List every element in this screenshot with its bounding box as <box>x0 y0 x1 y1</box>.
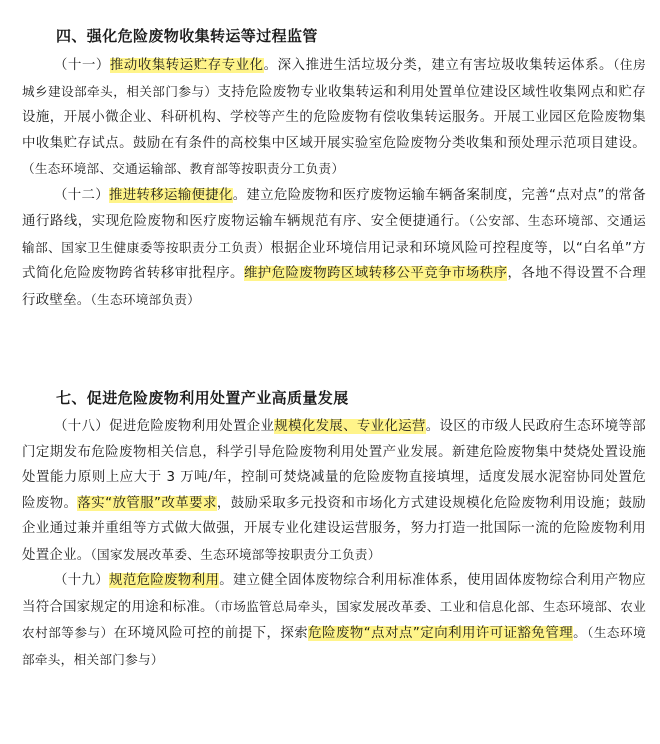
responsible-departments: （生态环境部牵头，相关部门参与） <box>22 625 647 667</box>
paragraph-text: ，各地不得设置不合理行政壁垒。 <box>22 266 647 308</box>
responsible-departments: （市场监管总局牵头，国家发展改革委、工业和信息化部、生态环境部、农业农村部等参与） <box>22 598 647 640</box>
paragraph-text: 。建立危险废物和医疗废物运输车辆备案制度，完善“点对点”的常备通行路线，实现危险废物和医疗废物运输车辆规范有序、安全便捷通行。 <box>22 187 647 229</box>
paragraph-18 <box>22 414 646 568</box>
highlighted-title: 规范危险废物利用 <box>109 573 220 588</box>
paragraph-text: 促进危险废物利用处置企业 <box>109 419 275 434</box>
responsible-departments: （生态环境部、交通运输部、教育部等按职责分工负责） <box>22 161 345 176</box>
highlighted-phrase: 危险废物“点对点”定向利用许可证豁免管理 <box>308 626 574 641</box>
paragraph-text: ，鼓励采取多元投资和市场化方式建设规模化危险废物利用设施；鼓励企业通过兼并重组等方式做大做强，开展专业化建设运营服务，努力打造一批国际一流的危险废物利用处置企业。 <box>22 495 646 563</box>
item-number: （十八） <box>54 419 110 434</box>
paragraph-text: 。深入推进生活垃圾分类，建立有害垃圾收集转运体系。 <box>263 58 614 73</box>
responsible-departments: （住房城乡建设部牵头，相关部门参与） <box>22 57 646 99</box>
section-4-heading: 四、强化危险废物收集转运等过程监管 <box>56 27 318 45</box>
paragraph-12 <box>22 183 646 314</box>
paragraph-text: 支持危险废物专业收集转运和利用处置单位建设区域性收集网点和贮存设施，开展小微企业、科研机构、学校等产生的危险废物有偿收集转运服务。开展工业园区危险废物集中收集贮存试点。鼓励在有条件的高校集中区域开展实验室危险废物分类收集和预处理示范项目建设。 <box>22 84 646 151</box>
highlighted-phrase: 规模化发展、专业化运营 <box>274 419 426 434</box>
paragraph-19 <box>22 568 646 673</box>
item-number: （十九） <box>54 573 110 588</box>
paragraph-text: 在环境风险可控的前提下，探索 <box>113 626 309 641</box>
responsible-departments: （生态环境部负责） <box>90 291 201 307</box>
section-7-heading: 七、促进危险废物利用处置产业高质量发展 <box>56 389 349 407</box>
highlighted-title: 推动收集转运贮存专业化 <box>109 58 264 73</box>
paragraph-text: 根据企业环境信用记录和环境风险可控程度等，以“白名单”方式简化危险废物跨省转移审批程序。 <box>22 240 646 281</box>
item-number: （十二） <box>54 187 109 203</box>
paragraph-text: 。建立健全固体废物综合利用标准体系，使用固体废物综合利用产物应当符合国家规定的用途和标准。 <box>22 573 646 615</box>
responsible-departments: （国家发展改革委、生态环境部等按职责分工负责） <box>90 546 381 562</box>
item-number: （十一） <box>54 58 110 73</box>
section-4 <box>22 26 646 313</box>
paragraph-11 <box>22 52 646 183</box>
section-7 <box>22 388 646 673</box>
responsible-departments: （公安部、生态环境部、交通运输部、国家卫生健康委等按职责分工负责） <box>22 213 646 255</box>
paragraph-text: 。设区的市级人民政府生态环境等部门定期发布危险废物相关信息，科学引导危险废物利用处置产业发展。新建危险废物集中焚烧处置设施处置能力原则上应大于 3 万吨/年，控制可焚烧减量的危险废物直接填埋，适度发展水泥窑协同处置危险废物。 <box>22 419 646 511</box>
highlighted-title: 推进转移运输便捷化 <box>109 187 233 203</box>
highlighted-phrase: 维护危险废物跨区域转移公平竞争市场秩序 <box>243 266 508 281</box>
highlighted-phrase: 落实“放管服”改革要求 <box>77 495 217 511</box>
paragraph-text: 。 <box>573 626 588 641</box>
